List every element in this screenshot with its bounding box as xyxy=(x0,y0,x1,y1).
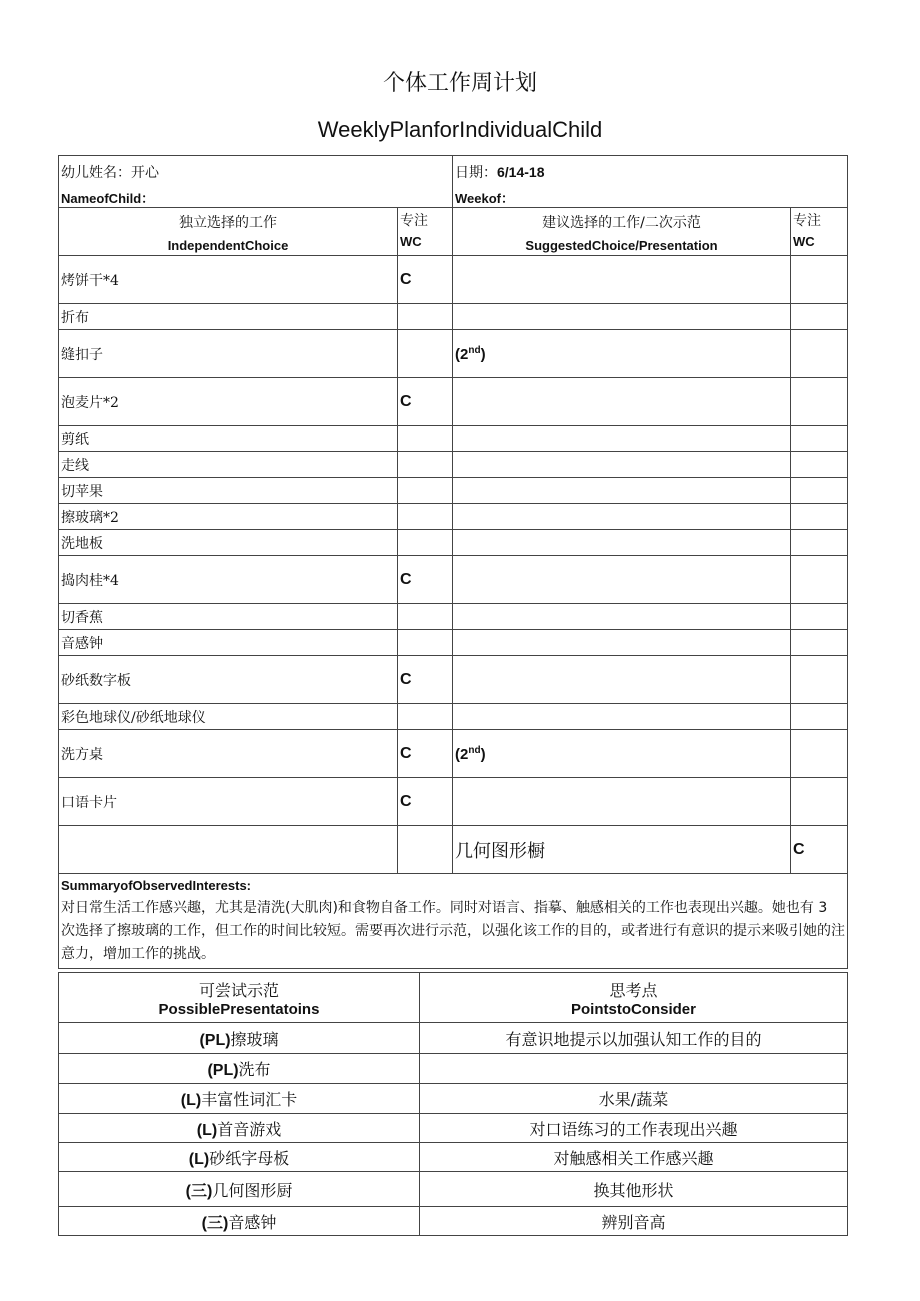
suggested-cell xyxy=(453,604,791,630)
presentation-row xyxy=(59,1172,848,1207)
presentation-row xyxy=(59,1207,848,1236)
suggested-cell xyxy=(453,656,791,704)
presentation-item: 首音游戏 xyxy=(217,1119,282,1139)
wc-cell: C xyxy=(398,556,453,604)
suggested-wc-cell xyxy=(791,504,848,530)
presentation-item: 洗布 xyxy=(238,1060,271,1079)
table-row xyxy=(59,452,848,478)
wc-cell xyxy=(398,630,453,656)
table-row xyxy=(59,256,848,304)
suggested-wc-cell xyxy=(791,630,848,656)
point-cell: 水果/蔬菜 xyxy=(420,1084,848,1114)
point-cell xyxy=(420,1054,848,1084)
date-cell: 日期：6/14-18 Weekof： xyxy=(453,156,848,208)
suggested-wc-cell xyxy=(791,730,848,778)
independent-cell: 音感钟 xyxy=(59,630,398,656)
wc-cell xyxy=(398,704,453,730)
suggested-cell xyxy=(453,304,791,330)
presentation-prefix: (L) xyxy=(180,1092,202,1109)
table-row xyxy=(59,604,848,630)
independent-cell: 擦玻璃*2 xyxy=(59,504,398,530)
point-cell: 对触感相关工作感兴趣 xyxy=(420,1143,848,1172)
independent-cell: 砂纸数字板 xyxy=(59,656,398,704)
suggested-wc-cell xyxy=(791,704,848,730)
presentation-cell xyxy=(59,1023,420,1054)
wc-cell xyxy=(398,826,453,874)
presentation-row xyxy=(59,1114,848,1143)
independent-cell: 切苹果 xyxy=(59,478,398,504)
wc-cell: C xyxy=(398,378,453,426)
presentation-row xyxy=(59,1023,848,1054)
wc2-header: 专注 WC xyxy=(791,208,848,256)
presentation-item: 几何图形厨 xyxy=(212,1180,293,1200)
wc-cell xyxy=(398,330,453,378)
suggested-cell xyxy=(453,256,791,304)
independent-cell: 捣肉桂*4 xyxy=(59,556,398,604)
table-row xyxy=(59,478,848,504)
presentation-prefix: (PL) xyxy=(207,1062,239,1079)
suggested-wc-cell xyxy=(791,304,848,330)
presentation-cell xyxy=(59,1207,420,1236)
suggested-header: 建议选择的工作/二次示范 SuggestedChoice/Presentation xyxy=(453,208,791,256)
point-cell: 对口语练习的工作表现出兴趣 xyxy=(420,1114,848,1143)
table-row xyxy=(59,330,848,378)
presentation-item: 音感钟 xyxy=(228,1212,277,1232)
independent-header: 独立选择的工作 IndependentChoice xyxy=(59,208,398,256)
independent-cell: 洗方桌 xyxy=(59,730,398,778)
presentation-item: 擦玻璃 xyxy=(230,1029,279,1049)
presentation-row xyxy=(59,1143,848,1172)
suggested-wc-cell: C xyxy=(791,826,848,874)
table-row xyxy=(59,778,848,826)
presentation-cell xyxy=(59,1172,420,1207)
wc-cell xyxy=(398,504,453,530)
wc-cell: C xyxy=(398,778,453,826)
independent-cell: 洗地板 xyxy=(59,530,398,556)
suggested-cell xyxy=(453,378,791,426)
suggested-cell xyxy=(453,556,791,604)
suggested-wc-cell xyxy=(791,256,848,304)
presentation-prefix: (PL) xyxy=(199,1031,231,1049)
presentation-table xyxy=(58,972,848,1236)
presentation-row xyxy=(59,1084,848,1114)
summary-row xyxy=(59,874,848,969)
suggested-cell xyxy=(453,504,791,530)
wc-cell: C xyxy=(398,730,453,778)
suggested-cell: 几何图形橱 xyxy=(453,826,791,874)
table-row xyxy=(59,826,848,874)
suggested-cell xyxy=(453,426,791,452)
suggested-wc-cell xyxy=(791,452,848,478)
suggested-cell: (2nd) xyxy=(453,730,791,778)
page-title-en: WeeklyPlanforIndividualChild xyxy=(317,117,603,142)
suggested-cell xyxy=(453,778,791,826)
date-value: 6/14-18 xyxy=(497,164,545,180)
independent-cell: 彩色地球仪/砂纸地球仪 xyxy=(59,704,398,730)
presentation-prefix: (L) xyxy=(188,1150,210,1168)
suggested-wc-cell xyxy=(791,426,848,452)
suggested-wc-cell xyxy=(791,530,848,556)
wc-cell xyxy=(398,478,453,504)
independent-cell: 折布 xyxy=(59,304,398,330)
wc-cell xyxy=(398,304,453,330)
independent-cell xyxy=(59,826,398,874)
independent-cell: 烤饼干*4 xyxy=(59,256,398,304)
table-row xyxy=(59,630,848,656)
presentation-cell xyxy=(59,1054,420,1084)
suggested-cell xyxy=(453,630,791,656)
independent-cell: 缝扣子 xyxy=(59,330,398,378)
table-row xyxy=(59,556,848,604)
suggested-wc-cell xyxy=(791,556,848,604)
suggested-wc-cell xyxy=(791,378,848,426)
suggested-wc-cell xyxy=(791,656,848,704)
table-row xyxy=(59,304,848,330)
suggested-wc-cell xyxy=(791,778,848,826)
independent-cell: 泡麦片*2 xyxy=(59,378,398,426)
wc-cell xyxy=(398,452,453,478)
suggested-wc-cell xyxy=(791,478,848,504)
table-row xyxy=(59,504,848,530)
suggested-cell: (2nd) xyxy=(453,330,791,378)
presentation-item: 丰富性词汇卡 xyxy=(201,1090,298,1109)
presentation-prefix: (三) xyxy=(185,1182,213,1200)
wc-cell: C xyxy=(398,656,453,704)
summary-label: SummaryofObservedInterests: xyxy=(61,878,252,893)
wc-cell xyxy=(398,604,453,630)
independent-cell: 切香蕉 xyxy=(59,604,398,630)
suggested-wc-cell xyxy=(791,330,848,378)
child-name-value: 开心 xyxy=(131,165,159,181)
wc-cell xyxy=(398,530,453,556)
points-header: 思考点 PointstoConsider xyxy=(420,973,848,1023)
summary-text: 对日常生活工作感兴趣，尤其是清洗(大肌肉)和食物自备工作。同时对语言、指摹、触感相关的工作也表现出兴趣。她也有 3 次选择了擦玻璃的工作，但工作的时间比较短。需要再次进行示范，以强化该工作的目的，或者进行有意识的提示来吸引她的注意力，增加工作的挑战。 xyxy=(61,900,845,962)
independent-cell: 剪纸 xyxy=(59,426,398,452)
point-cell: 辨别音高 xyxy=(420,1207,848,1236)
suggested-cell xyxy=(453,704,791,730)
table-row xyxy=(59,730,848,778)
presentation-cell xyxy=(59,1114,420,1143)
presentation-item: 砂纸字母板 xyxy=(209,1148,290,1168)
child-name-cell: 幼儿姓名：开心 NameofChild： xyxy=(59,156,453,208)
wc-header: 专注 WC xyxy=(398,208,453,256)
suggested-cell xyxy=(453,530,791,556)
table-row xyxy=(59,656,848,704)
possible-header: 可尝试示范 PossiblePresentatoins xyxy=(59,973,420,1023)
presentation-prefix: (L) xyxy=(196,1121,218,1139)
presentation-cell xyxy=(59,1084,420,1114)
point-cell: 有意识地提示以加强认知工作的目的 xyxy=(420,1023,848,1054)
table-row xyxy=(59,704,848,730)
point-cell: 换其他形状 xyxy=(420,1172,848,1207)
presentation-cell xyxy=(59,1143,420,1172)
presentation-row xyxy=(59,1054,848,1084)
page-title-zh: 个体工作周计划 xyxy=(382,71,537,96)
wc-cell xyxy=(398,426,453,452)
presentation-prefix: (三) xyxy=(201,1214,229,1232)
wc-cell: C xyxy=(398,256,453,304)
independent-cell: 走线 xyxy=(59,452,398,478)
table-row xyxy=(59,378,848,426)
plan-table xyxy=(58,155,848,969)
table-row xyxy=(59,426,848,452)
table-row xyxy=(59,530,848,556)
suggested-cell xyxy=(453,452,791,478)
independent-cell: 口语卡片 xyxy=(59,778,398,826)
suggested-wc-cell xyxy=(791,604,848,630)
suggested-cell xyxy=(453,478,791,504)
